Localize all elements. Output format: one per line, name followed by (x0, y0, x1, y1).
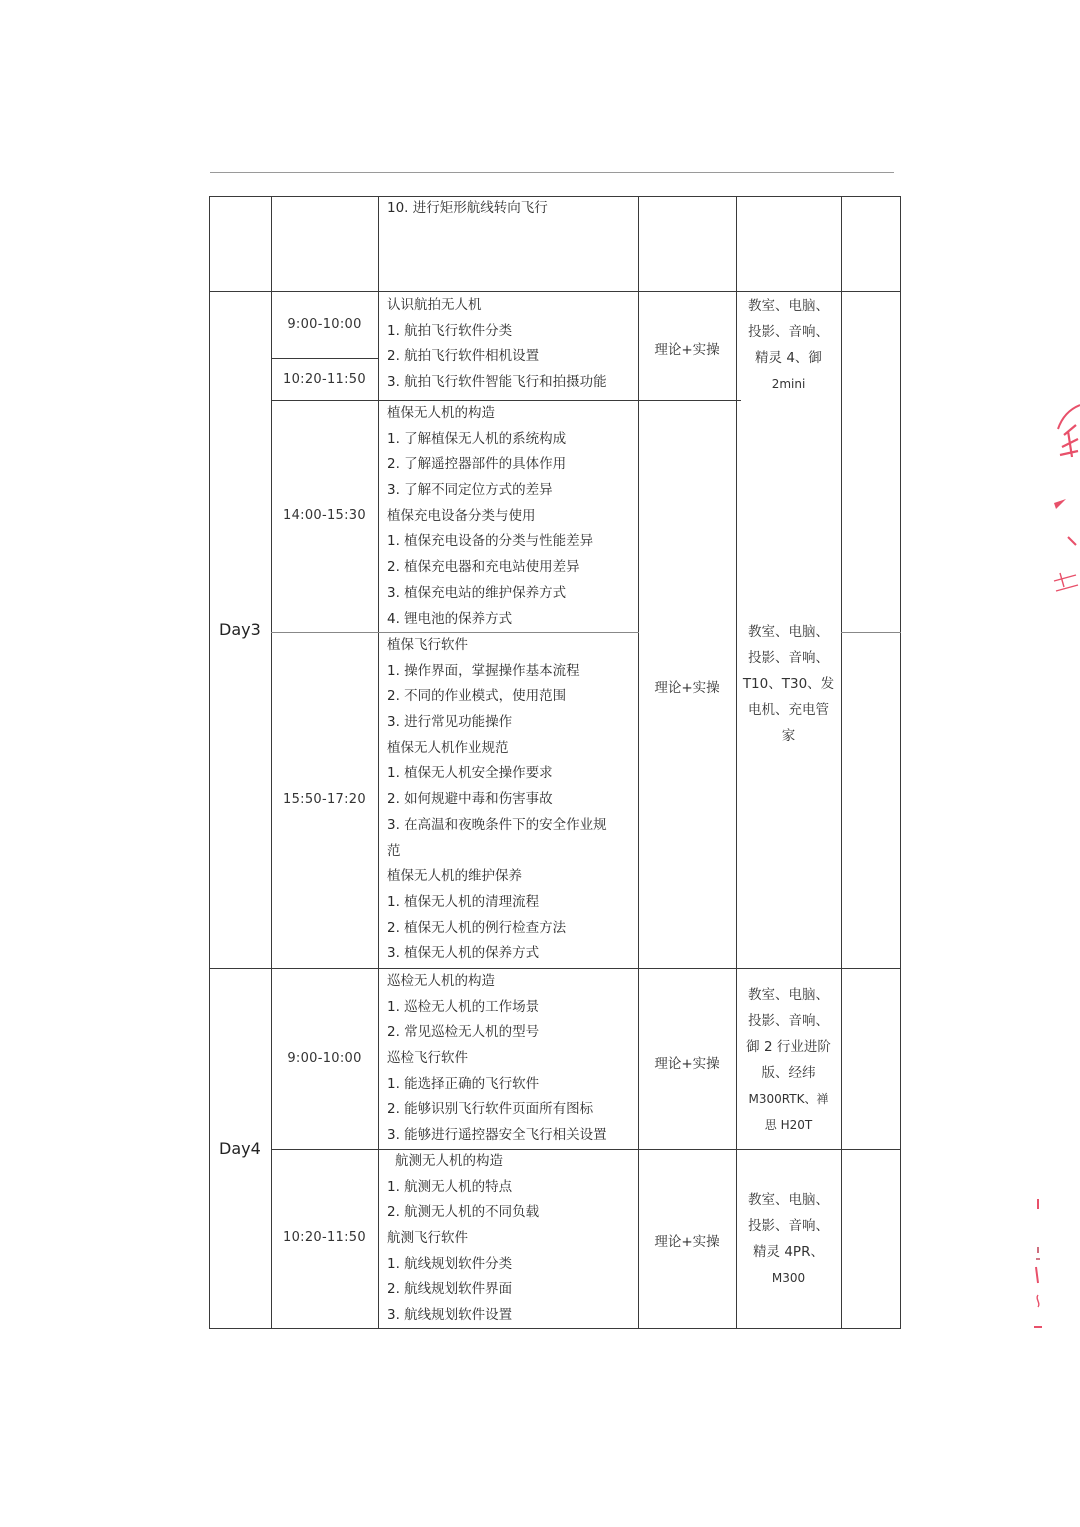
list-item: 4. 锂电池的保养方式 (387, 610, 513, 627)
list-item: 1. 航线规划软件分类 (387, 1255, 513, 1272)
list-item: 巡检无人机的构造 (387, 973, 495, 989)
day4-session2-equipment: 教室、电脑、 投影、音响、 精灵 4PR、 M300 (748, 1192, 829, 1285)
day4-session2-content (387, 1149, 539, 1329)
seal-stamp-icon (1050, 395, 1080, 605)
list-item: 2. 植保充电器和充电站使用差异 (387, 559, 580, 576)
day3-time-4: 15:50-17:20 (283, 792, 366, 807)
list-item: 航测飞行软件 (387, 1230, 468, 1247)
list-item: 1. 操作界面，掌握操作基本流程 (387, 662, 580, 679)
list-item: 1. 航测无人机的特点 (387, 1178, 513, 1195)
list-item: 1. 能选择正确的飞行软件 (387, 1075, 540, 1092)
list-item: 3. 植保充电站的维护保养方式 (387, 584, 567, 601)
list-item: 3. 植保无人机的保养方式 (387, 945, 540, 962)
list-item: 3. 进行常见功能操作 (387, 714, 513, 731)
day3-time-1: 9:00-10:00 (287, 317, 362, 332)
list-item: 2. 航线规划软件界面 (387, 1281, 513, 1298)
list-item: 2. 常见巡检无人机的型号 (387, 1024, 540, 1041)
day3-session1-equipment: 教室、电脑、 投影、音响、 精灵 4、御 2mini (748, 298, 829, 391)
list-item: 1. 植保无人机安全操作要求 (387, 765, 553, 782)
list-item: 2. 能够识别飞行软件页面所有图标 (387, 1101, 594, 1118)
list-item: 2. 航拍飞行软件相机设置 (387, 348, 540, 365)
seal-fragment-icon (1028, 1195, 1048, 1335)
day4-time-1: 9:00-10:00 (287, 1051, 362, 1066)
header-rule (210, 172, 894, 173)
list-item: 航测无人机的构造 (395, 1153, 503, 1169)
list-item: 1. 植保充电设备的分类与性能差异 (387, 533, 594, 550)
day3-session1-content (387, 293, 607, 396)
list-item: 1. 了解植保无人机的系统构成 (387, 430, 567, 447)
day3-session1-method: 理论+实操 (654, 342, 720, 358)
list-item: 植保充电设备分类与使用 (387, 507, 536, 524)
day3-time-3: 14:00-15:30 (283, 508, 366, 523)
list-item: 1. 航拍飞行软件分类 (387, 322, 513, 339)
list-item: 2. 植保无人机的例行检查方法 (387, 919, 567, 936)
list-item: 3. 在高温和夜晚条件下的安全作业规 (387, 816, 607, 833)
list-item: 2. 航测无人机的不同负载 (387, 1204, 540, 1221)
day3-afternoon-equipment: 教室、电脑、 投影、音响、 T10、T30、发 电机、充电管 家 (742, 624, 835, 744)
list-item: 植保无人机作业规范 (387, 739, 509, 756)
continuation-content (387, 196, 548, 222)
list-item: 认识航拍无人机 (387, 297, 482, 313)
list-item: 植保无人机的构造 (387, 405, 495, 421)
day4-session2-method: 理论+实操 (654, 1234, 720, 1250)
list-item: 范 (387, 842, 401, 859)
day3-session2-content (387, 401, 593, 632)
list-item: 3. 航拍飞行软件智能飞行和拍摄功能 (387, 374, 607, 391)
day4-label: Day4 (219, 1139, 261, 1158)
list-item: 3. 航线规划软件设置 (387, 1307, 513, 1324)
list-item: 2. 了解遥控器部件的具体作用 (387, 456, 567, 473)
list-item: 2. 不同的作业模式，使用范围 (387, 688, 567, 705)
list-item: 1. 巡检无人机的工作场景 (387, 998, 540, 1015)
day3-afternoon-method: 理论+实操 (654, 680, 720, 696)
list-item: 巡检飞行软件 (387, 1050, 468, 1067)
list-item: 3. 了解不同定位方式的差异 (387, 482, 553, 499)
list-item: 1. 植保无人机的清理流程 (387, 893, 540, 910)
day3-session3-content (387, 633, 607, 967)
list-item: 2. 如何规避中毒和伤害事故 (387, 791, 553, 808)
list-item: 10. 进行矩形航线转向飞行 (387, 200, 548, 216)
day4-session1-content (387, 969, 607, 1149)
list-item: 植保飞行软件 (387, 637, 468, 653)
day4-session1-method: 理论+实操 (654, 1056, 720, 1072)
list-item: 3. 能够进行遥控器安全飞行相关设置 (387, 1127, 607, 1144)
day4-time-2: 10:20-11:50 (283, 1230, 366, 1245)
day4-session1-equipment: 教室、电脑、 投影、音响、 御 2 行业进阶 版、经纬 M300RTK、禅 思 H20T (746, 987, 831, 1132)
day3-label: Day3 (219, 620, 261, 639)
day3-time-2: 10:20-11:50 (283, 372, 366, 387)
list-item: 植保无人机的维护保养 (387, 868, 522, 885)
